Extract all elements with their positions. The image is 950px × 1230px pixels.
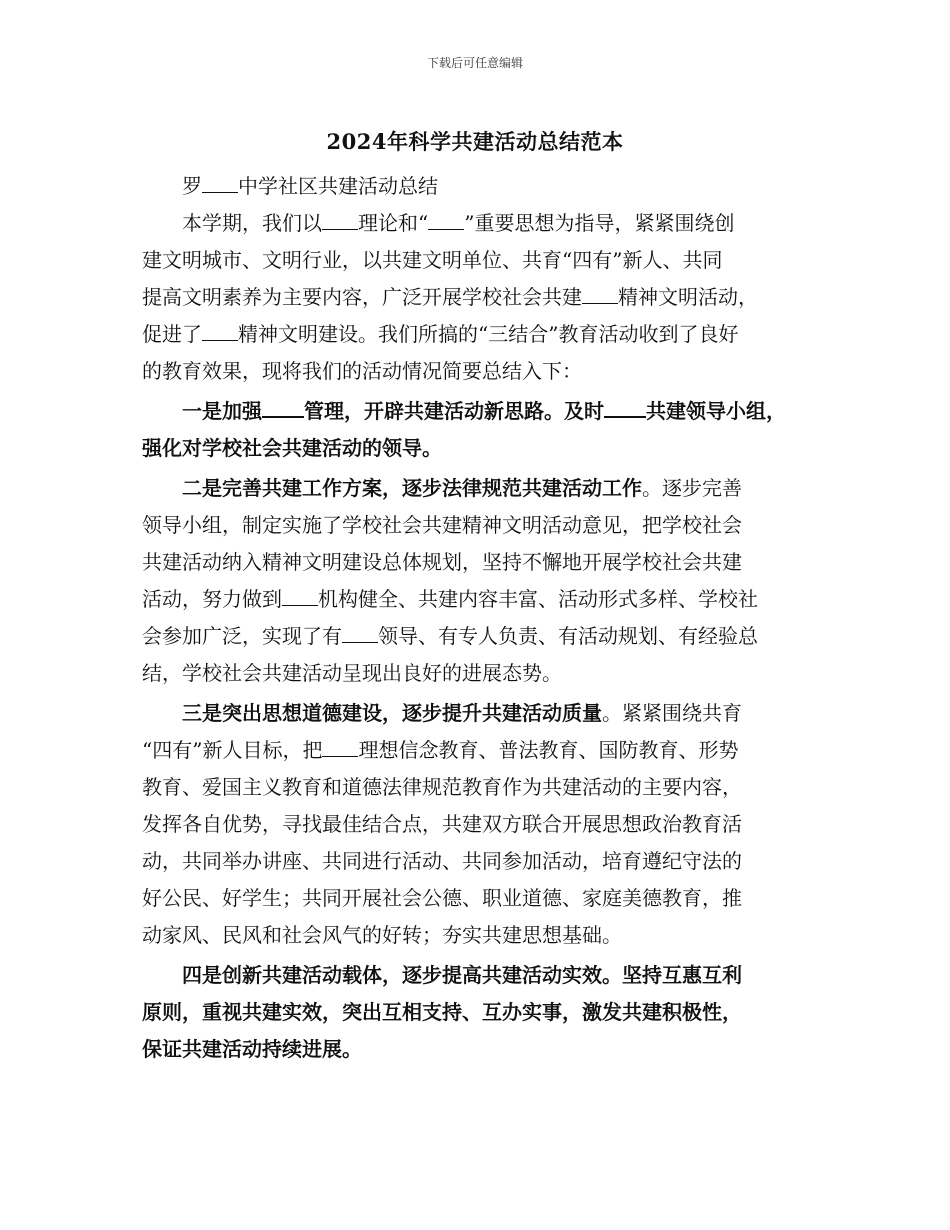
text-line: 动，共同举办讲座、共同进行活动、共同参加活动，培育遵纪守法的: [142, 849, 742, 873]
paragraph-point-one: [142, 393, 812, 467]
text-run: 促进了: [142, 322, 202, 346]
blank-underline: [262, 398, 304, 418]
document-title: 2024年科学共建活动总结范本: [326, 129, 624, 154]
text-line: 好公民、好学生；共同开展社会公德、职业道德、家庭美德教育，推: [142, 886, 742, 910]
text-run: 本学期，我们以: [182, 211, 322, 235]
text-run: 共建领导小组，: [646, 399, 786, 423]
text-line: 结，学校社会共建活动呈现出良好的进展态势。: [142, 661, 562, 685]
text-run: 管理，开辟共建活动新思路。及时: [304, 399, 604, 423]
paragraph-intro: [142, 205, 812, 390]
text-run: 精神文明建设。我们所搞的“三结合”教育活动收到了良好: [238, 322, 739, 346]
blank-underline: [282, 587, 318, 606]
text-run: 理想信念教育、普法教育、国防教育、形势: [358, 738, 739, 762]
text-line: 共建活动纳入精神文明建设总体规划，坚持不懈地开展学校社会共建: [142, 550, 742, 574]
paragraph-subtitle: [142, 168, 812, 205]
text-run: 。紧紧围绕共育: [602, 701, 742, 725]
blank-underline: [202, 322, 238, 341]
text-line: 四是创新共建活动载体，逐步提高共建活动实效。坚持互惠互利: [182, 963, 742, 987]
text-line: 原则，重视共建实效，突出互相支持、互办实事，激发共建积极性，: [142, 1000, 742, 1024]
header-note: 下载后可任意编辑: [426, 56, 523, 70]
text-run: 机构健全、共建内容丰富、活动形式多样、学校社: [318, 587, 758, 611]
text-run: 中学社区共建活动总结: [238, 174, 438, 198]
blank-underline: [428, 211, 464, 230]
text-run: “四有”新人目标，把: [142, 738, 323, 762]
text-run: 理论和“: [358, 211, 429, 235]
text-line: 教育、爱国主义教育和道德法律规范教育作为共建活动的主要内容，: [142, 775, 742, 799]
blank-underline: [582, 285, 618, 304]
text-line: 发挥各自优势，寻找最佳结合点，共建双方联合开展思想政治教育活: [142, 812, 742, 836]
paragraph-point-four: [142, 957, 812, 1068]
text-line: 动家风、民风和社会风气的好转；夯实共建思想基础。: [142, 923, 622, 947]
text-line: 建文明城市、文明行业，以共建文明单位、共育“四有”新人、共同: [142, 248, 723, 272]
text-run-bold: 三是突出思想道德建设，逐步提升共建活动质量: [182, 701, 602, 725]
text-line: 强化对学校社会共建活动的领导。: [142, 436, 442, 460]
text-run: 活动，努力做到: [142, 587, 282, 611]
document-body: [142, 168, 812, 1068]
text-line: 保证共建活动持续进展。: [142, 1037, 362, 1061]
text-line: 的教育效果，现将我们的活动情况简要总结入下：: [142, 359, 582, 383]
blank-underline: [202, 174, 238, 193]
text-run-bold: 二是完善共建工作方案，逐步法律规范共建活动工作: [182, 476, 642, 500]
text-run: ”重要思想为指导，紧紧围绕创: [464, 211, 735, 235]
text-run: 精神文明活动，: [618, 285, 758, 309]
text-line: 领导小组，制定实施了学校社会共建精神文明活动意见，把学校社会: [142, 513, 742, 537]
text-run: 。逐步完善: [642, 476, 742, 500]
text-run: 罗: [182, 174, 202, 198]
blank-underline: [342, 624, 378, 643]
paragraph-point-two: [142, 470, 812, 692]
blank-underline: [322, 211, 358, 230]
text-run: 领导、有专人负责、有活动规划、有经验总: [378, 624, 758, 648]
paragraph-point-three: [142, 695, 812, 954]
blank-underline: [604, 398, 646, 418]
text-run: 会参加广泛，实现了有: [142, 624, 342, 648]
text-run: 一是加强: [182, 399, 262, 423]
text-run: 提高文明素养为主要内容，广泛开展学校社会共建: [142, 285, 582, 309]
blank-underline: [322, 738, 358, 757]
